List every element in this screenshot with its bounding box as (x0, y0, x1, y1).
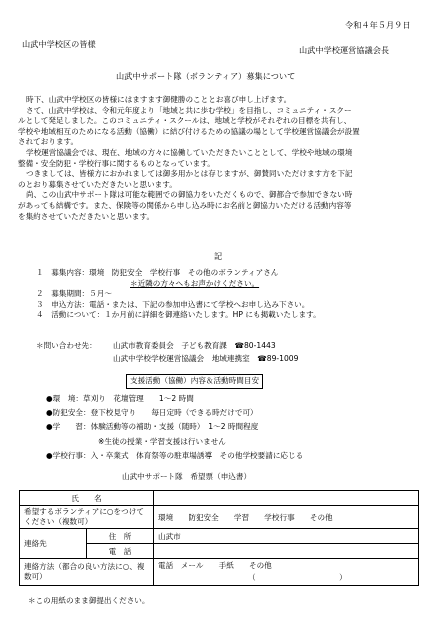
contact-label: ＊問い合わせ先： (36, 341, 97, 350)
method-other-paren: （ ） (248, 573, 347, 582)
activities-list (46, 392, 303, 463)
phone-label: 電 話 (87, 544, 154, 559)
recipient: 山武中学校区の皆様 (22, 39, 96, 49)
list-item: １ 募集内容：環境 防犯安全 学校行事 その他のボランティアさん (36, 268, 279, 277)
list-item-note: ＊近隣の方々へもお声かけください。 (130, 278, 260, 288)
body-text (18, 95, 360, 222)
name-field[interactable] (154, 491, 419, 506)
body-line: 学校運営協議会では、現在、地域の方々に協働していただきたいこととして、学校や地域の環境 (26, 147, 353, 157)
wish-label: 希望するボランティアに○をつけてください（複数可） (20, 506, 154, 529)
contact-label-cell: 連絡先 (20, 529, 87, 559)
body-line: さて、山武中学校は、令和元年度より「地域と共に歩む学校」を目指し、コミュニティ・スクー (26, 105, 352, 115)
contact-line-2: 山武中学校学校運営協議会 地域連携室 ☎89-1009 (113, 354, 299, 363)
body-line: 時下、山武中学校区の皆様にはますます御健勝のこととお喜び申し上げます。 (26, 95, 292, 104)
address-field[interactable]: 山武市 (154, 529, 419, 544)
list-item: ２ 募集期間：５月～ (36, 289, 112, 299)
sender: 山武中学校運営協議会長 (299, 45, 390, 55)
activity-row: ●学 習：体験活動等の補助・支援（随時） 1～2 時間程度 (46, 422, 259, 432)
body-line: のとおり募集させていただきたいと思います。 (18, 179, 177, 189)
form-footnote: ＊この用紙のまま御提出ください。 (28, 596, 150, 605)
method-options[interactable] (154, 559, 419, 586)
body-line: があっても結構です。また、保険等の関係から申し込み時にお名前と御協力いただける活動内容等 (18, 200, 352, 210)
name-label: 氏 名 (20, 491, 154, 506)
method-label: 連絡方法（都合の良い方法に○、複数可） (20, 559, 154, 586)
activity-note: ※生徒の授業・学習支援は行いません (98, 436, 226, 446)
method-options-text: 電話 メール 手紙 その他 (158, 561, 272, 570)
wish-options[interactable]: 環境 防犯安全 学習 学校行事 その他 (154, 506, 419, 529)
application-form (19, 490, 419, 586)
activity-row: ●防犯安全：登下校見守り 毎日定時（できる時だけで可） (46, 408, 258, 418)
activity-row: ●環 境：草刈り 花壇管理 1～2 時間 (46, 394, 194, 403)
document-title: 山武中サポート隊（ボランティア）募集について (116, 71, 296, 81)
body-line: 整備・安全防犯・学校行事に関するものとなっています。 (18, 158, 215, 168)
contact-line-1: 山武市教育委員会 子ども教育課 ☎80-1443 (113, 341, 276, 350)
form-title: 山武中サポート隊 希望票（申込書） (122, 472, 252, 481)
ki-heading: 記 (214, 251, 223, 261)
body-line: されております。 (18, 137, 79, 147)
body-line: 尚、この山武中サポート隊は可能な範囲での御協力をいただくもので、御都合で参加できない時 (26, 190, 353, 200)
body-line: つきましては、皆様方におかれましては御多用かとは存じますが、御賛同いただけます方を下記 (26, 169, 353, 179)
phone-field[interactable] (154, 544, 419, 559)
body-line: ルとして発足しました。このコミュニティ・スクールは、地域と学校がそれぞれの目標を共有し、 (18, 116, 352, 126)
address-label: 住 所 (87, 529, 154, 544)
list-item: ４ 活動について：１か月前に詳細を御連絡いたします。HP にも掲載いたします。 (36, 310, 321, 320)
activities-heading: 支援活動（協働）内容＆活動時間目安 (126, 374, 263, 389)
items-list (36, 268, 321, 321)
activity-row: ●学校行事：入・卒業式 体育祭等の駐車場誘導 その他学校要請に応じる (46, 450, 304, 460)
body-line: を集約させていただきたいと思います。 (18, 211, 155, 221)
body-line: 学校や地域相互のためになる活動（協働）に結び付けるための協議の場として学校運営協議会が設置 (18, 126, 360, 136)
list-item: ３ 申込方法：電話・または、下記の参加申込書にて学校へお申し込み下さい。 (36, 299, 310, 309)
date: 令和４年５月９日 (345, 20, 411, 30)
